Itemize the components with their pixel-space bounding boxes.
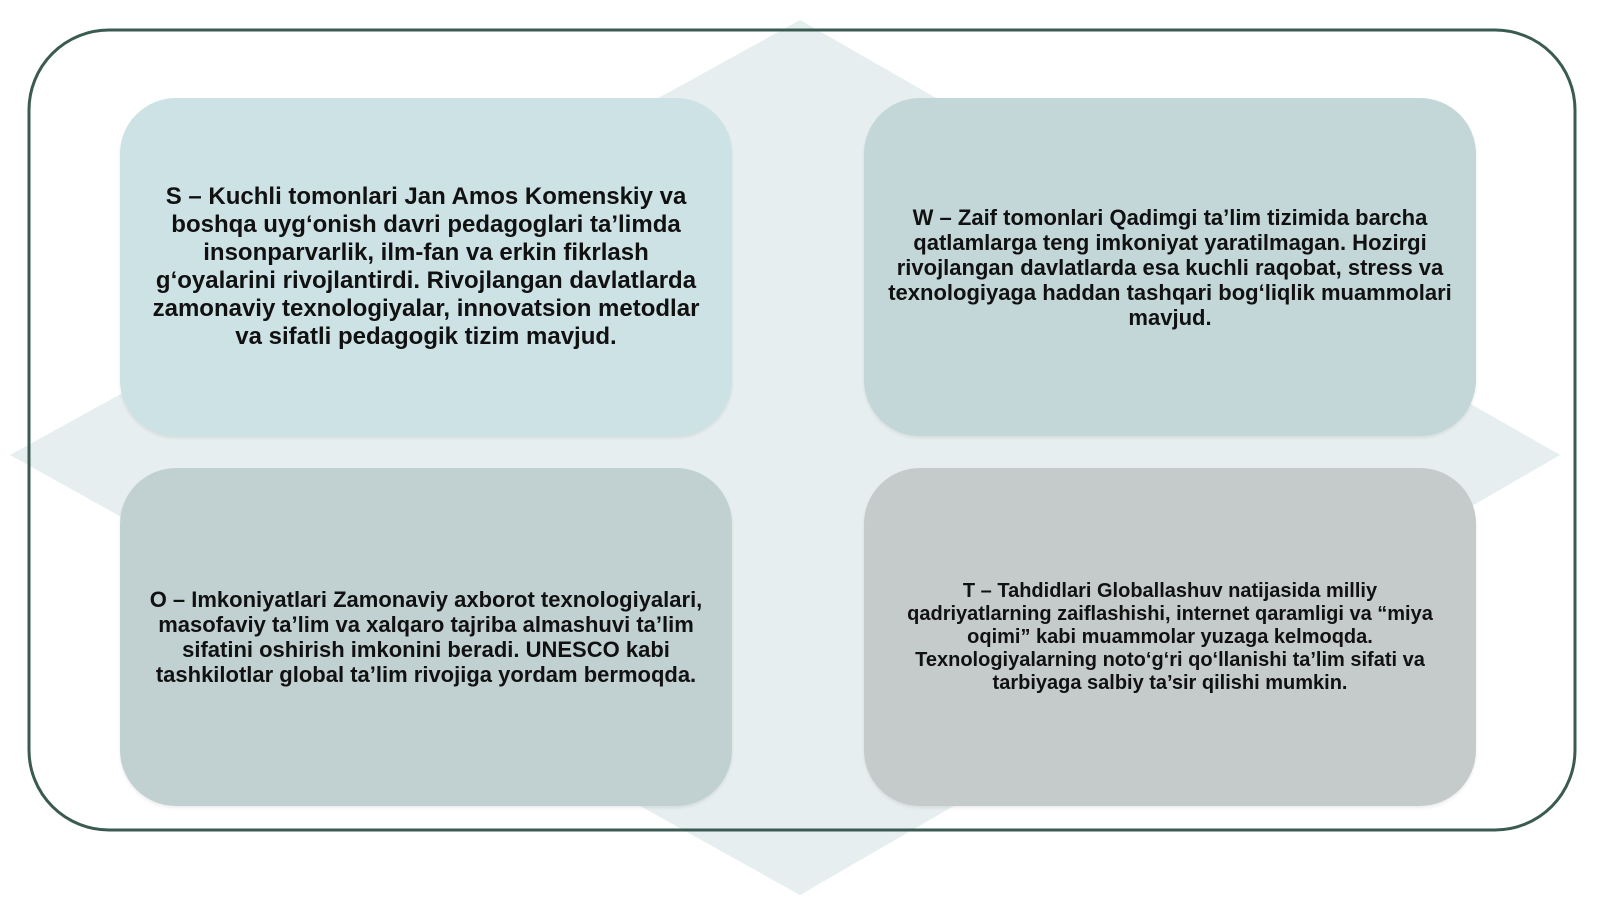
threats-box (864, 468, 1476, 806)
strengths-box (120, 98, 732, 436)
opportunities-box (120, 468, 732, 806)
opportunities-text: O – Imkoniyatlari Zamonaviy axborot texnologiyalari, masofaviy ta’lim va xalqaro tajriba almashuvi ta’lim sifatini oshirish imkonini beradi. UNESCO kabi tashkilotlar global ta’lim rivojiga yordam bermoqda. (149, 587, 703, 687)
strengths-text: S – Kuchli tomonlari Jan Amos Komenskiy va boshqa uyg‘onish davri pedagoglari ta’limda insonparvarlik, ilm-fan va erkin fikrlash g‘oyalarini rivojlantirdi. Rivojlangan davlatlarda zamonaviy texnologiyalar, innovatsion metodlar va sifatli pedagogik tizim mavjud. (152, 183, 700, 350)
threats-text: T – Tahdidlari Globallashuv natijasida milliy qadriyatlarning zaiflashishi, internet qaramligi va “miya oqimi” kabi muammolar yuzaga kelmoqda. Texnologiyalarning noto‘g‘ri qo‘llanishi ta’lim sifati va tarbiyaga salbiy ta’sir qilishi mumkin. (907, 579, 1433, 694)
weaknesses-box (864, 98, 1476, 436)
weaknesses-text: W – Zaif tomonlari Qadimgi ta’lim tizimida barcha qatlamlarga teng imkoniyat yaratilmagan. Hozirgi rivojlangan davlatlarda esa kuchli raqobat, stress va texnologiyaga haddan tashqari bog‘liqlik muammolari mavjud. (888, 204, 1452, 330)
